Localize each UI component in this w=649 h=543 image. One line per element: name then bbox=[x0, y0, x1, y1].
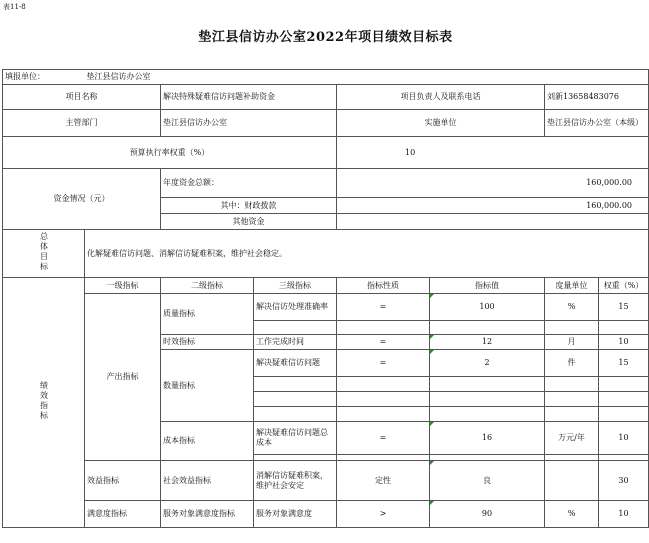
header-unit: 度量单位 bbox=[545, 278, 599, 294]
funds-other-label: 其他资金 bbox=[161, 214, 337, 230]
funds-label: 资金情况（元） bbox=[3, 169, 161, 230]
level1-satisfaction: 满意度指标 bbox=[85, 501, 161, 528]
s1-weight: 30 bbox=[599, 461, 649, 501]
page-title: 垫江县信访办公室2022年项目绩效目标表 bbox=[198, 29, 453, 45]
contact-label: 项目负责人及联系电话 bbox=[337, 85, 545, 110]
filler-label: 填报单位： bbox=[3, 70, 85, 85]
impl-label: 实施单位 bbox=[337, 110, 545, 137]
level1-benefit: 效益指标 bbox=[85, 461, 161, 501]
level2-social: 社会效益指标 bbox=[161, 461, 254, 501]
m1-value: 90 bbox=[430, 501, 545, 528]
level2-cost: 成本指标 bbox=[161, 422, 254, 461]
perf-section-label: 绩效指标 bbox=[3, 278, 85, 528]
m1-weight: 10 bbox=[599, 501, 649, 528]
dept-value: 垫江县信访办公室 bbox=[161, 110, 337, 137]
m1-nature: > bbox=[337, 501, 430, 528]
header-value: 指标值 bbox=[430, 278, 545, 294]
n1-value: 2 bbox=[430, 350, 545, 377]
project-name-label: 项目名称 bbox=[3, 85, 161, 110]
q1-level3: 解决信访处理准确率 bbox=[254, 294, 337, 321]
header-level1: 一级指标 bbox=[85, 278, 161, 294]
level2-timeliness: 时效指标 bbox=[161, 335, 254, 350]
level2-service: 服务对象满意度指标 bbox=[161, 501, 254, 528]
header-level3: 三级指标 bbox=[254, 278, 337, 294]
c1-weight: 10 bbox=[599, 422, 649, 455]
funds-total-value: 160,000.00 bbox=[337, 169, 649, 198]
s1-value: 良 bbox=[430, 461, 545, 501]
header-nature: 指标性质 bbox=[337, 278, 430, 294]
filler-value: 垫江县信访办公室 bbox=[85, 70, 649, 85]
n1-nature: = bbox=[337, 350, 430, 377]
level2-quantity: 数量指标 bbox=[161, 350, 254, 422]
s1-unit bbox=[545, 461, 599, 501]
performance-target-table bbox=[2, 6, 644, 528]
s1-nature: 定性 bbox=[337, 461, 430, 501]
q1-weight: 15 bbox=[599, 294, 649, 321]
funds-other-value bbox=[337, 214, 649, 230]
t1-level3: 工作完成时间 bbox=[254, 335, 337, 350]
n1-weight: 15 bbox=[599, 350, 649, 377]
project-name-value: 解决特殊疑难信访问题补助资金 bbox=[161, 85, 337, 110]
c1-unit: 万元/年 bbox=[545, 422, 599, 455]
budget-weight-value: 10 bbox=[337, 137, 649, 169]
impl-value: 垫江县信访办公室（本级） bbox=[545, 110, 649, 137]
c1-level3: 解决疑难信访问题总成本 bbox=[254, 422, 337, 455]
s1-level3: 消解信访疑难积案，维护社会安定 bbox=[254, 461, 337, 501]
t1-weight: 10 bbox=[599, 335, 649, 350]
t1-unit: 月 bbox=[545, 335, 599, 350]
funds-fiscal-value: 160,000.00 bbox=[337, 198, 649, 214]
dept-label: 主管部门 bbox=[3, 110, 161, 137]
c1-nature: = bbox=[337, 422, 430, 455]
header-weight: 权重（%） bbox=[599, 278, 649, 294]
q1-unit: % bbox=[545, 294, 599, 321]
t1-nature: = bbox=[337, 335, 430, 350]
q1-nature: = bbox=[337, 294, 430, 321]
funds-fiscal-label: 其中：财政拨款 bbox=[161, 198, 337, 214]
overall-goal-text: 化解疑难信访问题、消解信访疑难积案，维护社会稳定。 bbox=[85, 230, 649, 278]
c1-value: 16 bbox=[430, 422, 545, 455]
q1-value: 100 bbox=[430, 294, 545, 321]
funds-total-label: 年度资金总额： bbox=[161, 169, 337, 198]
overall-goal-label: 总体目标 bbox=[3, 230, 85, 278]
t1-value: 12 bbox=[430, 335, 545, 350]
table-number: 表11-8 bbox=[3, 3, 26, 11]
header-level2: 二级指标 bbox=[161, 278, 254, 294]
n1-unit: 件 bbox=[545, 350, 599, 377]
budget-weight-label: 预算执行率权重（%） bbox=[3, 137, 337, 169]
level2-quality: 质量指标 bbox=[161, 294, 254, 335]
level1-output: 产出指标 bbox=[85, 294, 161, 461]
n1-level3: 解决疑难信访问题 bbox=[254, 350, 337, 377]
m1-level3: 服务对象满意度 bbox=[254, 501, 337, 528]
contact-value: 刘新13658483076 bbox=[545, 85, 649, 110]
m1-unit: % bbox=[545, 501, 599, 528]
